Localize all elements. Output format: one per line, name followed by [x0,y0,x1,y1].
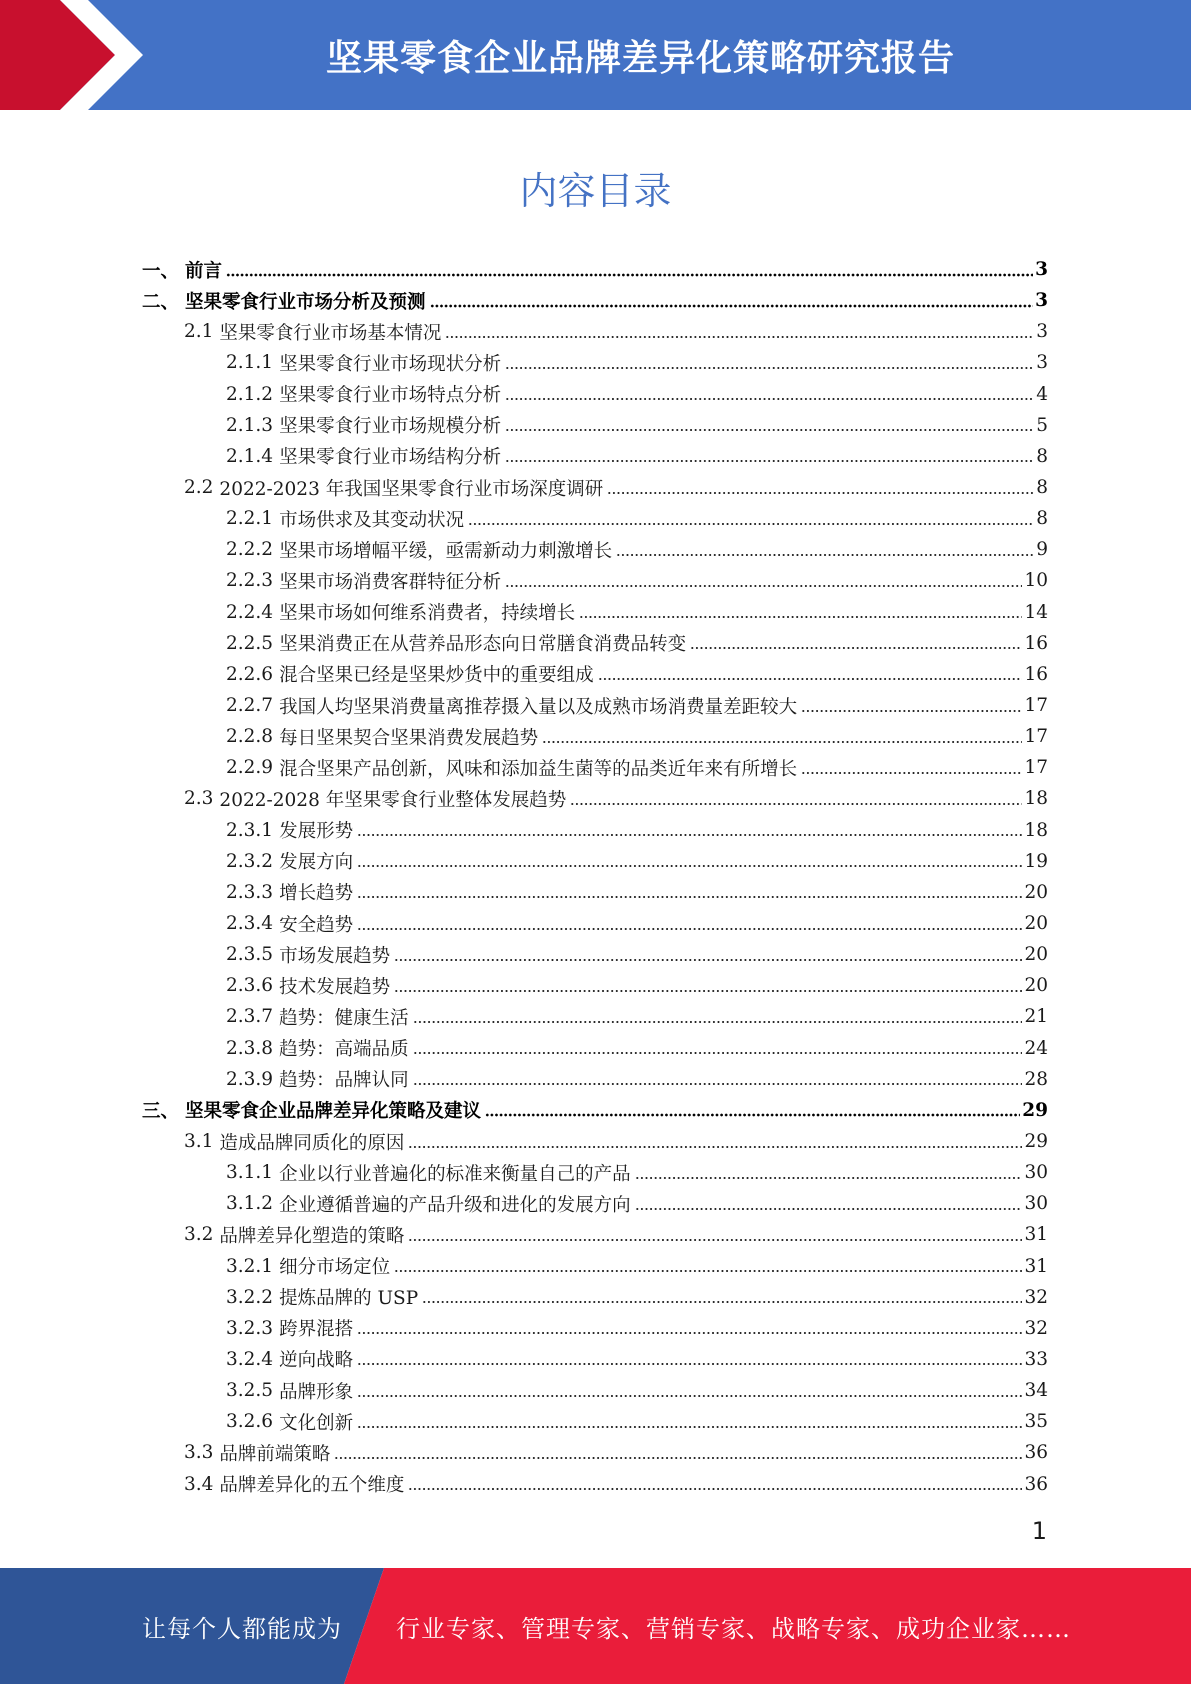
toc-entry-title: 前言 [185,260,223,282]
toc-dot-leader [357,1330,1022,1336]
toc-entry-page: 3 [1036,321,1048,343]
toc-entry[interactable] [142,1033,1048,1064]
toc-entry[interactable] [142,379,1048,410]
toc-entry-number: 2.2.1 [226,508,274,530]
toc-entry[interactable] [142,1375,1048,1406]
toc-dot-leader [357,1393,1022,1399]
toc-entry[interactable] [142,1095,1048,1126]
toc-entry-page: 4 [1036,383,1048,405]
toc-entry-title: 坚果零食行业市场现状分析 [279,353,502,375]
header-band [0,0,1191,110]
toc-entry-page: 19 [1024,850,1048,872]
toc-entry-title: 2022-2023 年我国坚果零食行业市场深度调研 [219,478,604,500]
table-of-contents [142,254,1048,1500]
toc-dot-leader [430,303,1034,309]
toc-dot-leader [635,1175,1023,1181]
toc-entry[interactable] [142,1406,1048,1437]
toc-entry-title: 趋势：品牌认同 [279,1070,409,1092]
toc-entry-number: 2.3.2 [226,850,274,872]
toc-entry-number: 三、 [142,1101,180,1123]
toc-entry-page: 24 [1024,1037,1048,1059]
toc-dot-leader [801,708,1022,714]
toc-entry[interactable] [142,472,1048,503]
toc-dot-leader [226,272,1033,278]
toc-entry-title: 企业遵循普遍的产品升级和进化的发展方向 [279,1194,631,1216]
toc-entry-number: 3.4 [184,1473,214,1495]
toc-dot-leader [505,365,1034,371]
toc-entry-number: 2.2.5 [226,632,274,654]
toc-entry-number: 2.1 [184,321,214,343]
toc-entry[interactable] [142,347,1048,378]
toc-entry-page: 31 [1024,1255,1048,1277]
toc-entry[interactable] [142,1344,1048,1375]
toc-entry-page: 36 [1024,1473,1048,1495]
toc-dot-leader [413,1081,1023,1087]
toc-dot-leader [357,1361,1022,1367]
toc-entry[interactable] [142,846,1048,877]
toc-entry-title: 我国人均坚果消费量离推荐摄入量以及成熟市场消费量差距较大 [279,696,798,718]
toc-entry-number: 3.2.6 [226,1411,274,1433]
toc-entry-title: 品牌前端策略 [219,1443,331,1465]
toc-entry-page: 3 [1035,290,1048,312]
toc-entry[interactable] [142,939,1048,970]
toc-entry-number: 2.2.2 [226,539,274,561]
toc-entry-page: 14 [1024,601,1048,623]
toc-dot-leader [413,1050,1023,1056]
toc-entry-title: 逆向战略 [279,1350,354,1372]
toc-dot-leader [616,552,1034,558]
toc-entry-page: 17 [1024,695,1048,717]
toc-entry-number: 3.2.2 [226,1286,274,1308]
toc-dot-leader [422,1299,1022,1305]
toc-heading: 内容目录 [519,169,672,213]
toc-entry-title: 品牌差异化的五个维度 [219,1475,405,1497]
toc-entry-title: 市场供求及其变动状况 [279,509,465,531]
toc-entry-page: 33 [1024,1348,1048,1370]
toc-entry-number: 2.3.6 [226,975,274,997]
toc-entry-number: 2.2.3 [226,570,274,592]
toc-entry-title: 2022-2028 年坚果零食行业整体发展趋势 [219,789,567,811]
toc-dot-leader [468,521,1034,527]
toc-entry-title: 坚果零食行业市场基本情况 [219,322,442,344]
toc-entry-title: 坚果零食行业市场结构分析 [279,447,502,469]
toc-entry[interactable] [142,1219,1048,1250]
toc-entry-page: 35 [1024,1411,1048,1433]
toc-entry-page: 16 [1024,663,1048,685]
toc-entry-title: 坚果市场如何维系消费者，持续增长 [279,603,576,625]
toc-entry[interactable] [142,316,1048,347]
toc-entry[interactable] [142,659,1048,690]
toc-entry[interactable] [142,1064,1048,1095]
toc-entry[interactable] [142,1282,1048,1313]
toc-entry-number: 2.2.7 [226,695,274,717]
toc-entry-page: 28 [1024,1068,1048,1090]
toc-entry-number: 3.2.1 [226,1255,274,1277]
toc-entry-number: 2.2.8 [226,726,274,748]
toc-entry-title: 发展形势 [279,821,354,843]
toc-dot-leader [408,1486,1022,1492]
toc-entry-number: 2.2.6 [226,663,274,685]
toc-dot-leader [445,334,1034,340]
toc-entry-number: 3.2.3 [226,1317,274,1339]
toc-entry-number: 2.3.9 [226,1068,274,1090]
toc-entry-title: 增长趋势 [279,883,354,905]
toc-entry-title: 品牌形象 [279,1381,354,1403]
toc-entry-number: 3.2 [184,1224,214,1246]
toc-dot-leader [357,894,1022,900]
toc-dot-leader [579,614,1022,620]
toc-entry[interactable] [142,503,1048,534]
toc-entry[interactable] [142,1437,1048,1468]
toc-entry-title: 坚果消费正在从营养品形态向日常膳食消费品转变 [279,634,687,656]
toc-dot-leader [394,988,1022,994]
toc-dot-leader [357,832,1022,838]
toc-entry-title: 安全趋势 [279,914,354,936]
report-title: 坚果零食企业品牌差异化策略研究报告 [325,37,955,79]
toc-entry[interactable] [142,285,1048,316]
toc-entry-page: 20 [1024,944,1048,966]
toc-dot-leader [505,427,1034,433]
toc-entry[interactable] [142,1126,1048,1157]
toc-entry-title: 发展方向 [279,852,354,874]
toc-entry[interactable] [142,1251,1048,1282]
toc-entry-title: 坚果零食行业市场特点分析 [279,385,502,407]
toc-entry-number: 2.2.9 [226,757,274,779]
toc-dot-leader [801,770,1022,776]
toc-entry-number: 3.2.4 [226,1348,274,1370]
toc-entry[interactable] [142,565,1048,596]
toc-entry-page: 20 [1024,913,1048,935]
toc-entry-page: 18 [1024,788,1048,810]
toc-entry[interactable] [142,908,1048,939]
toc-entry-title: 技术发展趋势 [279,976,391,998]
toc-entry-number: 2.1.1 [226,352,274,374]
toc-dot-leader [394,957,1022,963]
toc-entry-page: 17 [1024,726,1048,748]
toc-entry-title: 混合坚果已经是坚果炒货中的重要组成 [279,665,594,687]
toc-entry-title: 文化创新 [279,1412,354,1434]
toc-entry-number: 2.1.2 [226,383,274,405]
toc-entry-title: 趋势：高端品质 [279,1039,409,1061]
toc-entry-page: 20 [1024,881,1048,903]
toc-entry-number: 2.3.8 [226,1037,274,1059]
toc-dot-leader [485,1112,1020,1118]
toc-entry-number: 2.3 [184,788,214,810]
toc-entry-page: 29 [1022,1099,1048,1121]
toc-entry[interactable] [142,690,1048,721]
toc-entry-number: 一、 [142,260,180,282]
toc-entry[interactable] [142,597,1048,628]
toc-entry[interactable] [142,628,1048,659]
toc-entry-page: 17 [1024,757,1048,779]
toc-dot-leader [607,490,1034,496]
toc-entry[interactable] [142,1188,1048,1219]
toc-entry-page: 20 [1024,975,1048,997]
toc-entry-title: 坚果零食行业市场规模分析 [279,416,502,438]
toc-entry[interactable] [142,1468,1048,1499]
toc-entry-title: 细分市场定位 [279,1257,391,1279]
toc-entry-page: 9 [1036,539,1048,561]
toc-entry[interactable] [142,410,1048,441]
toc-entry-number: 2.2 [184,477,214,499]
toc-entry[interactable] [142,534,1048,565]
toc-entry-title: 品牌差异化塑造的策略 [219,1225,405,1247]
toc-entry[interactable] [142,815,1048,846]
toc-entry-title: 坚果市场增幅平缓，亟需新动力刺激增长 [279,540,613,562]
toc-entry-number: 2.1.3 [226,414,274,436]
toc-entry[interactable] [142,1313,1048,1344]
toc-entry[interactable] [142,877,1048,908]
toc-entry-page: 34 [1024,1380,1048,1402]
page-number: 1 [1031,1517,1047,1545]
toc-dot-leader [542,739,1022,745]
toc-entry-number: 3.1.2 [226,1193,274,1215]
toc-entry-page: 5 [1036,414,1048,436]
toc-dot-leader [334,1455,1022,1461]
toc-entry-title: 坚果零食行业市场分析及预测 [185,291,426,313]
toc-dot-leader [408,1144,1022,1150]
toc-dot-leader [357,1424,1022,1430]
footer-slogan-right: 行业专家、管理专家、营销专家、战略专家、成功企业家…… [396,1614,1071,1643]
toc-entry-title: 提炼品牌的 USP [279,1288,419,1310]
toc-entry[interactable] [142,1001,1048,1032]
toc-entry-title: 坚果市场消费客群特征分析 [279,571,502,593]
toc-entry[interactable] [142,970,1048,1001]
toc-entry-number: 2.3.3 [226,881,274,903]
toc-entry[interactable] [142,254,1048,285]
toc-entry-number: 2.3.4 [226,913,274,935]
toc-entry-page: 10 [1024,570,1048,592]
toc-dot-leader [690,645,1022,651]
toc-entry-title: 坚果零食企业品牌差异化策略及建议 [185,1101,482,1123]
toc-entry-page: 18 [1024,819,1048,841]
toc-entry-page: 30 [1024,1162,1048,1184]
toc-dot-leader [408,1237,1022,1243]
toc-entry-page: 32 [1024,1286,1048,1308]
toc-dot-leader [357,926,1022,932]
toc-entry-page: 29 [1024,1131,1048,1152]
toc-entry-page: 21 [1024,1006,1048,1028]
toc-dot-leader [357,863,1022,869]
toc-entry-number: 2.3.1 [226,819,274,841]
toc-entry-title: 企业以行业普遍化的标准来衡量自己的产品 [279,1163,631,1185]
toc-entry[interactable] [142,783,1048,814]
toc-dot-leader [505,458,1034,464]
toc-entry-number: 3.1 [184,1131,214,1152]
toc-dot-leader [413,1019,1023,1025]
toc-entry-page: 3 [1035,259,1048,281]
toc-entry-title: 每日坚果契合坚果消费发展趋势 [279,727,539,749]
toc-dot-leader [635,1206,1023,1212]
toc-entry-page: 32 [1024,1317,1048,1339]
toc-entry-number: 2.3.5 [226,944,274,966]
toc-entry-number: 2.1.4 [226,445,274,467]
footer-band [0,1568,1191,1684]
toc-entry-page: 8 [1036,508,1048,530]
toc-entry[interactable] [142,441,1048,472]
toc-entry-title: 市场发展趋势 [279,945,391,967]
toc-entry-number: 2.3.7 [226,1006,274,1028]
toc-entry-number: 二、 [142,291,180,313]
toc-dot-leader [505,583,1022,589]
toc-entry-page: 3 [1036,352,1048,374]
toc-entry-page: 8 [1036,477,1048,499]
toc-entry[interactable] [142,721,1048,752]
footer-slogan-left: 让每个人都能成为 [142,1614,342,1643]
toc-entry-number: 3.1.1 [226,1162,274,1184]
toc-entry-number: 3.3 [184,1442,214,1464]
toc-dot-leader [598,676,1023,682]
toc-dot-leader [570,801,1022,807]
toc-entry-title: 趋势：健康生活 [279,1007,409,1029]
toc-dot-leader [505,396,1034,402]
toc-entry-number: 3.2.5 [226,1380,274,1402]
toc-entry-number: 2.2.4 [226,601,274,623]
toc-entry-title: 造成品牌同质化的原因 [219,1132,405,1154]
toc-entry-page: 31 [1024,1224,1048,1246]
toc-entry-page: 16 [1024,632,1048,654]
toc-entry[interactable] [142,1157,1048,1188]
toc-entry[interactable] [142,752,1048,783]
toc-entry-page: 36 [1024,1442,1048,1464]
toc-dot-leader [394,1268,1022,1274]
header-arrow-decoration [0,0,160,110]
toc-entry-title: 跨界混搭 [279,1319,354,1341]
toc-entry-page: 30 [1024,1193,1048,1215]
toc-entry-page: 8 [1036,445,1048,467]
toc-entry-title: 混合坚果产品创新，风味和添加益生菌等的品类近年来有所增长 [279,758,798,780]
